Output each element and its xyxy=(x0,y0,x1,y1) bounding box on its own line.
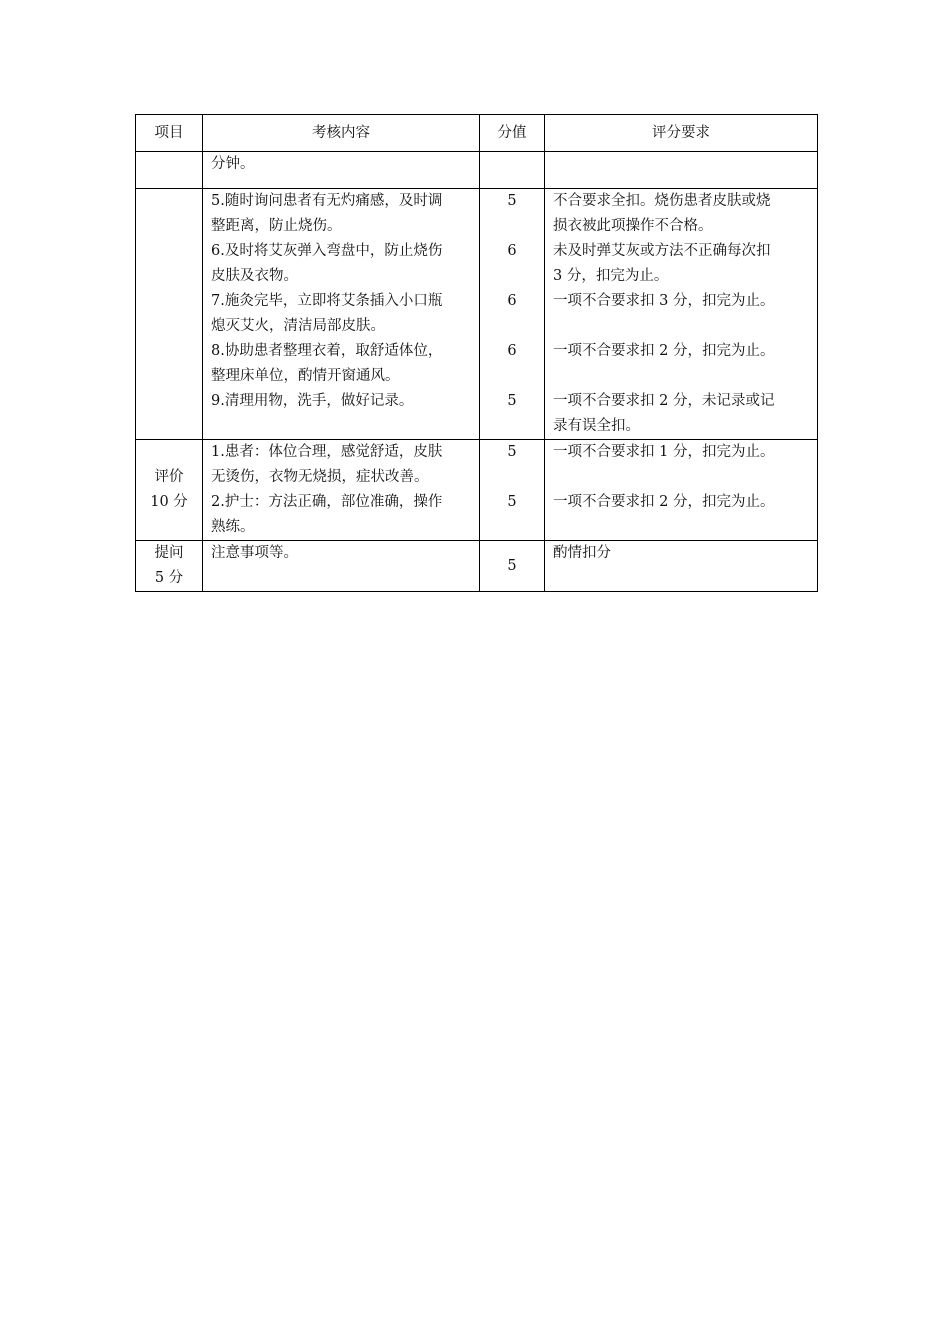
content-line: 9.清理用物，洗手，做好记录。 xyxy=(211,393,414,409)
spacer xyxy=(488,465,536,490)
cell-item-question xyxy=(136,541,203,592)
cell-evaluation-criteria xyxy=(545,440,818,541)
spacer xyxy=(488,314,536,339)
score-value: 5 xyxy=(507,393,517,409)
criteria-line: 一项不合要求扣 2 分，未记录或记 xyxy=(553,393,775,409)
cell-item-empty xyxy=(136,152,203,189)
spacer xyxy=(488,214,536,239)
cell-procedure-scores xyxy=(480,189,545,440)
spacer xyxy=(488,414,536,439)
cell-question-content xyxy=(203,541,480,592)
table-row-procedure xyxy=(136,189,818,440)
score-value: 5 xyxy=(507,193,517,209)
content-line: 注意事项等。 xyxy=(211,545,298,561)
cell-item-evaluation xyxy=(136,440,203,541)
criteria-line: 一项不合要求扣 2 分，扣完为止。 xyxy=(553,343,775,359)
spacer xyxy=(488,515,536,540)
cell-question-criteria xyxy=(545,541,818,592)
criteria-line: 一项不合要求扣 3 分，扣完为止。 xyxy=(553,293,775,309)
spacer xyxy=(211,414,471,439)
content-line: 整距离，防止烧伤。 xyxy=(211,218,342,234)
table-row-question xyxy=(136,541,818,592)
criteria-line: 一项不合要求扣 2 分，扣完为止。 xyxy=(553,494,775,510)
criteria-line: 3 分，扣完为止。 xyxy=(553,268,669,284)
cell-procedure-content xyxy=(203,189,480,440)
item-label: 评价 xyxy=(154,469,184,485)
assessment-table xyxy=(135,114,818,592)
score-value: 6 xyxy=(507,343,517,359)
item-points: 10 分 xyxy=(150,494,188,510)
cell-evaluation-scores xyxy=(480,440,545,541)
content-line: 6.及时将艾灰弹入弯盘中，防止烧伤 xyxy=(211,243,443,259)
cell-criteria-empty xyxy=(545,152,818,189)
content-line: 5.随时询问患者有无灼痛感，及时调 xyxy=(211,193,443,209)
content-line: 分钟。 xyxy=(211,156,255,172)
cell-question-score xyxy=(480,541,545,592)
header-content: 考核内容 xyxy=(203,115,480,152)
criteria-line: 不合要求全扣。烧伤患者皮肤或烧 xyxy=(553,193,771,209)
table-row-continued xyxy=(136,152,818,189)
criteria-line: 酌情扣分 xyxy=(553,545,611,561)
content-line: 皮肤及衣物。 xyxy=(211,268,298,284)
score-value: 6 xyxy=(507,293,517,309)
spacer xyxy=(488,364,536,389)
content-line: 8.协助患者整理衣着，取舒适体位， xyxy=(211,343,443,359)
content-line: 熟练。 xyxy=(211,519,255,535)
cell-content xyxy=(203,152,480,189)
table-header-row xyxy=(136,115,818,152)
score-value: 6 xyxy=(507,243,517,259)
spacer xyxy=(553,314,809,339)
criteria-line: 未及时弹艾灰或方法不正确每次扣 xyxy=(553,243,771,259)
header-criteria: 评分要求 xyxy=(545,115,818,152)
content-line: 无烫伤，衣物无烧损，症状改善。 xyxy=(211,469,429,485)
header-score: 分值 xyxy=(480,115,545,152)
content-line: 2.护士：方法正确，部位准确，操作 xyxy=(211,494,443,510)
spacer xyxy=(488,264,536,289)
content-line: 7.施灸完毕，立即将艾条插入小口瓶 xyxy=(211,293,443,309)
score-value: 5 xyxy=(507,444,517,460)
header-item: 项目 xyxy=(136,115,203,152)
cell-score-empty xyxy=(480,152,545,189)
item-label: 提问 xyxy=(154,545,184,561)
table-row-evaluation xyxy=(136,440,818,541)
spacer xyxy=(553,364,809,389)
content-line: 1.患者：体位合理，感觉舒适，皮肤 xyxy=(211,444,443,460)
criteria-line: 录有误全扣。 xyxy=(553,418,640,434)
cell-procedure-criteria xyxy=(545,189,818,440)
content-line: 熄灭艾火，清洁局部皮肤。 xyxy=(211,318,385,334)
cell-item-empty xyxy=(136,189,203,440)
cell-evaluation-content xyxy=(203,440,480,541)
item-points: 5 分 xyxy=(154,570,184,586)
spacer xyxy=(553,465,809,490)
score-value: 5 xyxy=(507,557,517,574)
criteria-line: 损衣被此项操作不合格。 xyxy=(553,218,713,234)
criteria-line: 一项不合要求扣 1 分，扣完为止。 xyxy=(553,444,775,460)
score-value: 5 xyxy=(507,494,517,510)
content-line: 整理床单位，酌情开窗通风。 xyxy=(211,368,400,384)
spacer xyxy=(553,515,809,540)
